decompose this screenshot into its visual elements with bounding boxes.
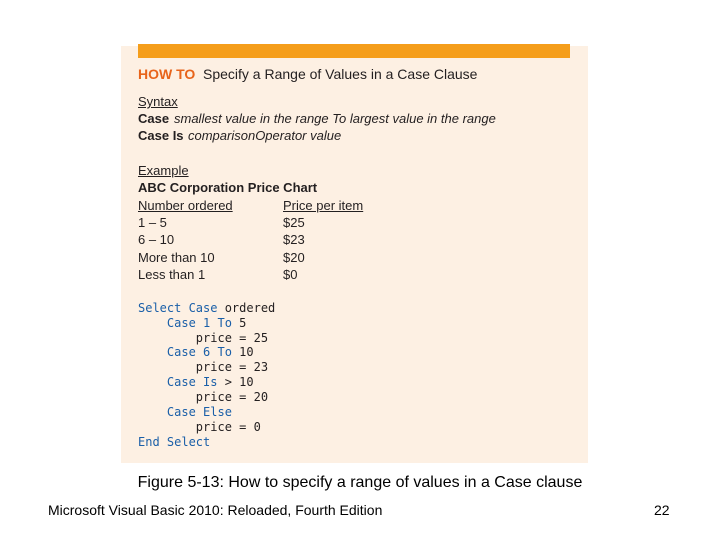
column-header-number-ordered: Number ordered: [138, 198, 233, 213]
code-keyword: Case 6 To: [138, 345, 232, 359]
example-heading: Example: [138, 163, 189, 178]
code-text: 10: [231, 345, 254, 359]
code-line: [138, 435, 210, 450]
row-qty: 6 – 10: [138, 232, 175, 247]
code-text: price = 23: [138, 360, 269, 374]
code-text: 5: [231, 316, 247, 330]
code-keyword: Case Is: [138, 375, 218, 389]
code-line: [138, 301, 275, 316]
page-number: 22: [654, 502, 670, 518]
row-price: $0: [283, 267, 298, 282]
row-price: $23: [283, 232, 305, 247]
row-qty: More than 10: [138, 250, 215, 265]
code-line: [138, 331, 268, 346]
code-line: [138, 316, 246, 331]
code-line: [138, 390, 268, 405]
code-text: price = 25: [138, 331, 269, 345]
code-keyword: Case 1 To: [138, 316, 232, 330]
code-text: ordered: [217, 301, 276, 315]
row-price: $20: [283, 250, 305, 265]
code-line: [138, 345, 254, 360]
how-to-label: HOW TO: [138, 66, 196, 82]
code-text: > 10: [217, 375, 254, 389]
code-keyword: End Select: [138, 435, 211, 449]
column-header-price-per-item: Price per item: [283, 198, 364, 213]
syntax-heading: Syntax: [138, 94, 178, 109]
syntax-line2-keyword: Case Is: [138, 128, 184, 143]
syntax-line1-keyword: Case: [138, 111, 170, 126]
footer-book-title: Microsoft Visual Basic 2010: Reloaded, Fourth Edition: [48, 502, 383, 518]
syntax-line2-text: comparisonOperator value: [188, 128, 342, 143]
code-text: price = 20: [138, 390, 269, 404]
syntax-line1-text: smallest value in the range To largest value in the range: [174, 111, 496, 126]
code-line: [138, 360, 268, 375]
panel-accent-bar: [138, 44, 570, 58]
code-keyword: Case Else: [138, 405, 232, 419]
figure-caption: Figure 5-13: How to specify a range of values in a Case clause: [137, 474, 583, 491]
row-qty: 1 – 5: [138, 215, 167, 230]
code-line: [138, 375, 254, 390]
row-price: $25: [283, 215, 305, 230]
code-line: [138, 420, 261, 435]
code-keyword: Select Case: [138, 301, 218, 315]
code-line: [138, 405, 232, 420]
row-qty: Less than 1: [138, 267, 206, 282]
code-text: price = 0: [138, 420, 261, 434]
price-chart-title: ABC Corporation Price Chart: [138, 180, 318, 195]
how-to-title: Specify a Range of Values in a Case Clause: [203, 66, 478, 82]
